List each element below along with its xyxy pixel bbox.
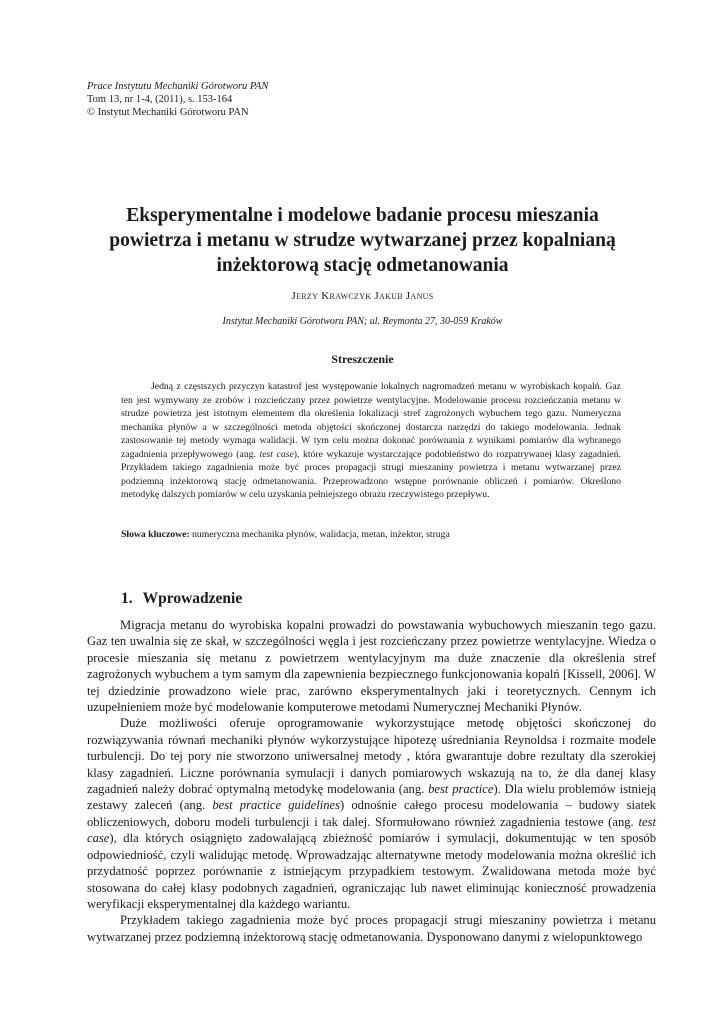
paragraph-2-term-1: best practice	[428, 782, 494, 797]
volume-info: Tom 13, nr 1-4, (2011), s. 153-164	[87, 94, 233, 105]
keywords	[121, 528, 621, 541]
affiliation: Instytut Mechaniki Górotworu PAN; ul. Reymonta 27, 30-059 Kraków	[222, 316, 503, 327]
paragraph-2-part-a: Duże możliwości oferuje oprogramowanie wykorzystujące metodę objętości skończonej do rozwiązywania równań mechaniki płynów wykorzystujące hipotezę uśredniania Reynoldsa i rozmaite modele turbulencji. Do tej pory nie stworzono uniwersalnej metody , która gwarantuje dobre rezultaty dla szerokiej klasy zagadnień. Liczne porównania symulacji i danych pomiarowych wskazują na to, że dla danej klasy zagadnień należy dobrać optymalną metodykę modelowania (ang.	[87, 716, 656, 797]
paragraph-2-part-c: ) odnośnie całego procesu modelowania – budowy siatek obliczeniowych, doboru modeli turbulencji i tak dalej. Sformułowano również zagadnienia testowe (ang.	[87, 798, 656, 829]
authors: Jerzy Krawczyk Jakub Janus	[291, 290, 434, 302]
paragraph-2-part-d: ), dla których osiągnięto zadowalającą zbieżność pomiarów i symulacji, dokumentując w ten sposób odpowiedniość, czyli walidując metodę. Wprowadzając alternatywne metody modelowania można określić ich przydatność poprzez porównanie z istniejącym przypadkiem testowym. Zwalidowana metoda może być stosowana do całej klasy podobnych zagadnień, ograniczając lub nawet eliminując konieczność prowadzenia weryfikacji eksperymentalnej dla każdego wariantu.	[87, 831, 656, 911]
body-text	[87, 617, 656, 945]
paragraph-2-term-2: best practice guidelines	[212, 798, 340, 813]
abstract-part-1: Jedną z częstszych przyczyn katastrof jest występowanie lokalnych nagromadzeń metanu w wyrobiskach kopalń. Gaz ten jest wymywany ze zrobów i rozcieńczany przez powietrze wentylacyjne. Modelowanie procesu rozcieńczania metanu w strudze powietrza jest istotnym elementem dla określenia lokalizacji stref zagrożonych wybuchem tego gazu. Numeryczna mechanika płynów a w szczególności metoda objętości skończonej dostarcza narzędzi do takiego modelowania. Jednak zastosowanie tej metody wymaga walidacji. W tym celu można dokonać porównania z wynikami pomiarów dla wybranego zagadnienia przepływowego (ang.	[121, 381, 621, 460]
paragraph-3: Przykładem takiego zagadnienia może być proces propagacji strugi mieszaniny powietrza i metanu wytwarzanej przez podziemną inżektorową stację odmetanowania. Dysponowano danymi z wielopunktowego	[87, 913, 656, 944]
paragraph-2	[87, 715, 656, 912]
journal-name: Prace Instytutu Mechaniki Górotworu PAN	[87, 81, 269, 92]
abstract-text	[121, 380, 621, 502]
paragraph-2-part-b: ). Dla wielu problemów istnieją zestawy zaleceń (ang.	[87, 782, 656, 813]
journal-header	[87, 80, 268, 119]
abstract-term: test case	[259, 448, 294, 460]
abstract-part-2: ), które wykazuje wystarczające podobieństwo do rozpatrywanej klasy zagadnień. Przykładem takiego zagadnienia może być proces propagacji strugi mieszaniny powietrza i metanu wytwarzanej przez podziemną inżektorową stację odmetanowania. Przeprowadzono wstępne porównanie obliczeń i pomiarów. Określono metodykę dalszych pomiarów w celu uzyskania pełniejszego obrazu rzeczywistego przepływu.	[121, 448, 621, 500]
section-heading	[121, 590, 242, 608]
paper-title	[87, 203, 638, 278]
section-title: Wprowadzenie	[142, 590, 243, 607]
paragraph-2-term-3: test case	[87, 814, 656, 846]
copyright-line: © Instytut Mechaniki Górotworu PAN	[87, 107, 249, 118]
keywords-label: Słowa kluczowe:	[121, 529, 190, 540]
title-line-1: Eksperymentalne i modelowe badanie procesu mieszania	[126, 205, 599, 226]
abstract-heading: Streszczenie	[331, 352, 394, 366]
section-number: 1.	[121, 590, 133, 607]
title-line-2: powietrza i metanu w strudze wytwarzanej przez kopalnianą	[109, 230, 616, 251]
keywords-text: numeryczna mechanika płynów, walidacja, metan, inżektor, struga	[189, 529, 450, 540]
paragraph-1: Migracja metanu do wyrobiska kopalni prowadzi do powstawania wybuchowych mieszanin tego gazu. Gaz ten uwalnia się ze skał, w szczególności węgla i jest rozcieńczany przez powietrze wentylacyjne. Wiedza o procesie mieszania się metanu z powietrzem wentylacyjnym ma duże znaczenie dla określenia stref zagrożonych wybuchem a tym samym dla zapewnienia bezpiecznego funkcjonowania kopalń [Kissell, 2006]. W tej dziedzinie prowadzono wiele prac, zarówno eksperymentalnych jaki i teoretycznych. Cennym ich uzupełnieniem może być modelowanie komputerowe metodami Numerycznej Mechaniki Płynów.	[87, 618, 656, 715]
title-line-3: inżektorową stację odmetanowania	[216, 255, 509, 276]
